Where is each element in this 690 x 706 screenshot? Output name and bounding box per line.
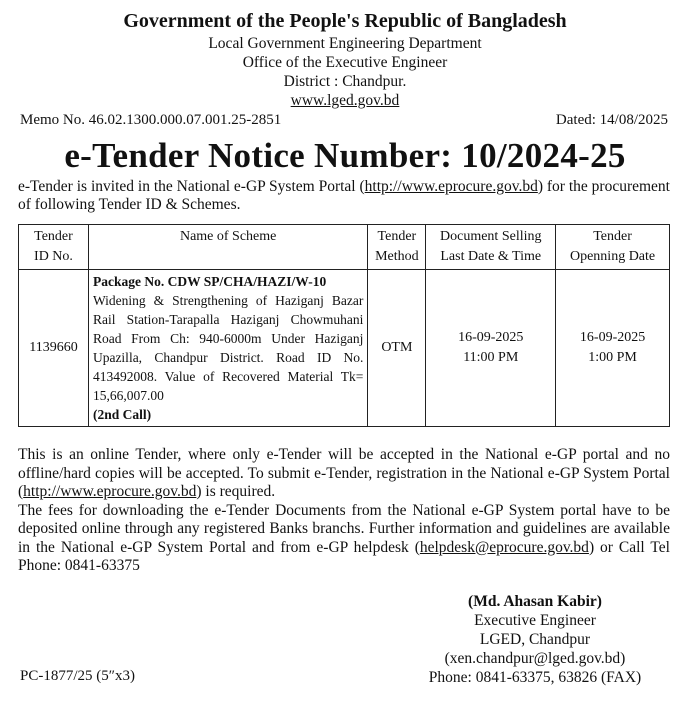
office-line: Office of the Executive Engineer xyxy=(242,54,448,71)
scheme-description: Widening & Strengthening of Haziganj Bazar Rail Station-Tarapalla Haziganj Chowmuhani Road From Ch: 940-6000m Under Haziganj Upazilla, Chandpur District. Road ID No. 413492008. Value of Recovered Material Tk= 15,66,007.00 xyxy=(92,293,364,403)
signatory-office: LGED, Chandpur xyxy=(479,631,591,648)
online-tender-paragraph: This is an online Tender, where only e-Tender will be accepted in the National e-GP portal and no offline/hard copies will be accepted. To submit e-Tender, registration in the National e-GP System Portal (http://www.eprocure.gov.bd) is required. xyxy=(18,446,670,500)
signatory-phone: Phone: 0841-63375, 63826 (FAX) xyxy=(428,669,642,686)
helpdesk-email-link[interactable]: helpdesk@eprocure.gov.bd xyxy=(419,538,589,556)
department-line: Local Government Engineering Department xyxy=(208,35,482,52)
header-selling: Document Selling Last Date & Time xyxy=(426,225,556,270)
header-scheme: Name of Scheme xyxy=(88,225,367,270)
package-number: Package No. CDW SP/CHA/HAZI/W-10 xyxy=(92,274,327,289)
government-heading: Government of the People's Republic of Bangladesh xyxy=(123,10,567,32)
eprocure-link-2[interactable]: http://www.eprocure.gov.bd xyxy=(23,483,197,500)
tender-id-cell: 1139660 xyxy=(19,270,89,427)
tender-table xyxy=(18,224,670,427)
instructions xyxy=(18,446,670,576)
fees-paragraph: The fees for downloading the e-Tender Documents from the National e-GP System portal have to be deposited online through any registered Banks branchs. Further information and guidelines are available in the National e-GP System Portal and from e-GP helpdesk (helpdesk@eprocure.gov.bd) or Call Tel Phone: 0841-63375 xyxy=(18,501,670,574)
website-line xyxy=(0,92,690,110)
memo-number: Memo No. 46.02.1300.000.07.001.25-2851 xyxy=(20,112,282,128)
table-header-row xyxy=(19,225,670,270)
scheme-cell xyxy=(88,270,367,427)
selling-cell: 16-09-2025 11:00 PM xyxy=(426,270,556,427)
intro-paragraph: e-Tender is invited in the National e-GP System Portal (http://www.eprocure.gov.bd) for the procurement of following Tender ID & Schemes. xyxy=(18,178,670,213)
call-number: (2nd Call) xyxy=(92,407,152,422)
notice-title: e-Tender Notice Number: 10/2024-25 xyxy=(64,136,626,175)
signatory-email: (xen.chandpur@lged.gov.bd) xyxy=(444,650,626,667)
opening-cell: 16-09-2025 1:00 PM xyxy=(556,270,670,427)
signatory-designation: Executive Engineer xyxy=(474,612,596,629)
district-line: District : Chandpur. xyxy=(283,73,407,90)
header-opening: Tender Openning Date xyxy=(556,225,670,270)
signatory-name: (Md. Ahasan Kabir) xyxy=(468,593,602,610)
header-method: Tender Method xyxy=(368,225,426,270)
method-cell: OTM xyxy=(368,270,426,427)
signature-block xyxy=(400,592,670,687)
eprocure-link[interactable]: http://www.eprocure.gov.bd xyxy=(364,178,538,195)
header-tender-id: Tender ID No. xyxy=(19,225,89,270)
website-link[interactable]: www.lged.gov.bd xyxy=(290,92,400,109)
table-row xyxy=(19,270,670,427)
memo-date: Dated: 14/08/2025 xyxy=(555,112,668,128)
pc-number: PC-1877/25 (5″x3) xyxy=(20,668,135,684)
